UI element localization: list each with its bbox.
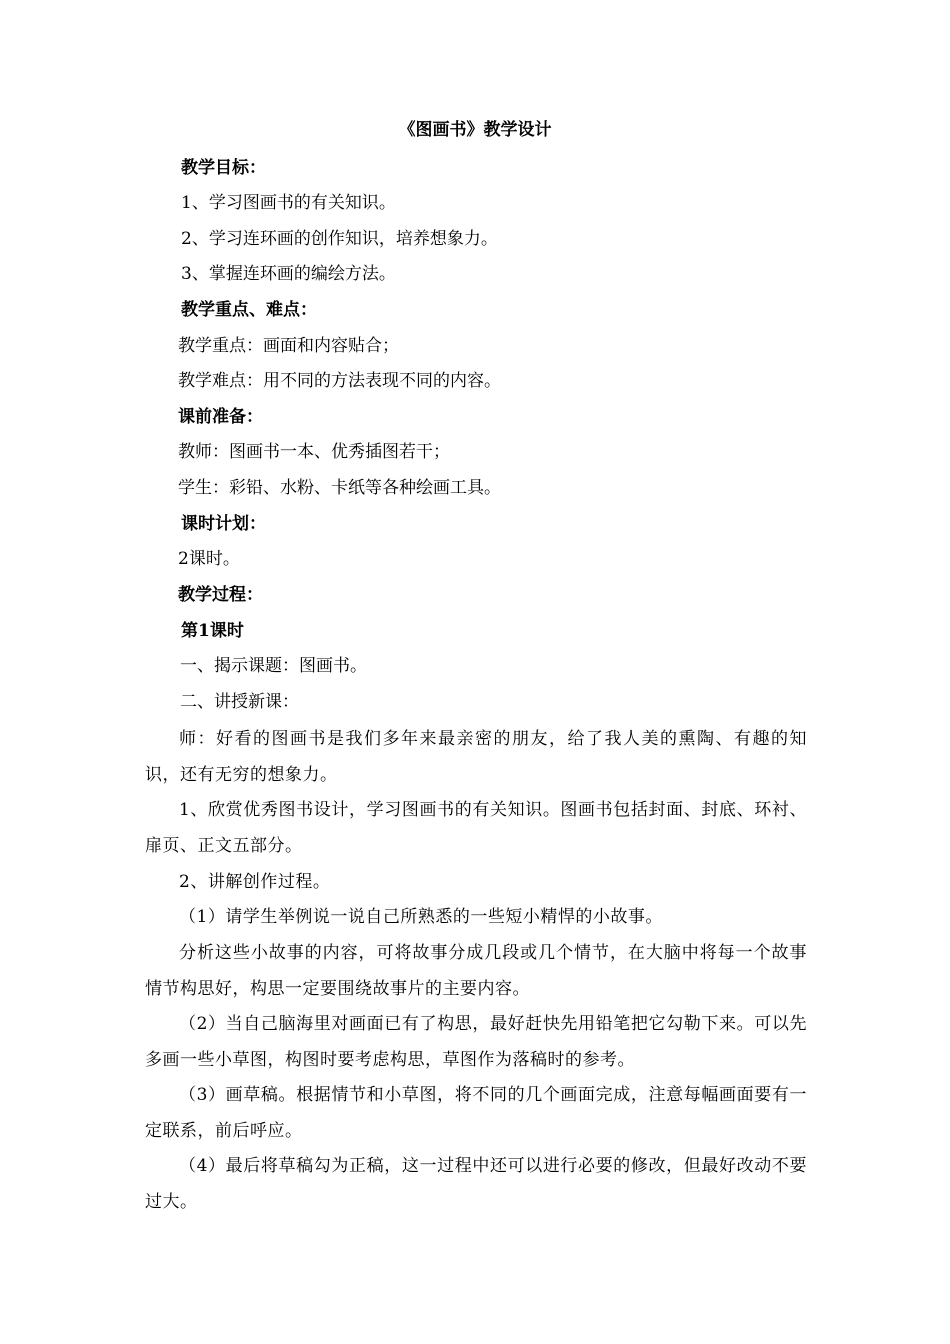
lesson-heading: 第1课时	[181, 621, 244, 641]
difficult-point: 教学难点：用不同的方法表现不同的内容。	[178, 371, 501, 391]
paragraph: （3）画草稿。根据情节和小草图，将不同的几个画面完成，注意每幅画面要有一定联系，前后呼应。	[145, 1085, 807, 1141]
objectives-heading: 教学目标：	[181, 158, 266, 178]
schedule-heading: 课时计划：	[181, 514, 266, 534]
paragraph: 2、讲解创作过程。	[179, 872, 331, 892]
paragraph: （1）请学生举例说一说自己所熟悉的一些短小精悍的小故事。	[179, 907, 663, 927]
schedule-text: 2课时。	[178, 549, 240, 569]
step-one: 一、揭示课题：图画书。	[180, 656, 367, 676]
objective-item: 1、学习图画书的有关知识。	[181, 193, 396, 213]
objective-item: 2、学习连环画的创作知识，培养想象力。	[181, 229, 498, 249]
process-heading: 教学过程：	[178, 585, 263, 605]
key-points-heading: 教学重点、难点：	[181, 300, 317, 320]
step-two: 二、讲授新课：	[180, 692, 299, 712]
student-preparation: 学生：彩铅、水粉、卡纸等各种绘画工具。	[178, 478, 501, 498]
paragraph: 分析这些小故事的内容，可将故事分成几段或几个情节，在大脑中将每一个故事情节构思好，构思一定要围绕故事片的主要内容。	[145, 943, 807, 999]
paragraph: （2）当自己脑海里对画面已有了构思，最好赶快先用铅笔把它勾勒下来。可以先多画一些小草图，构图时要考虑构思，草图作为落稿时的参考。	[145, 1014, 807, 1070]
teacher-preparation: 教师：图画书一本、优秀插图若干；	[178, 442, 450, 462]
document-title: 《图画书》教学设计	[398, 120, 552, 140]
key-point: 教学重点：画面和内容贴合；	[178, 336, 399, 356]
paragraph: （4）最后将草稿勾为正稿，这一过程中还可以进行必要的修改，但最好改动不要过大。	[145, 1156, 807, 1212]
preparation-heading: 课前准备：	[178, 407, 263, 427]
paragraph: 师：好看的图画书是我们多年来最亲密的朋友，给了我人美的熏陶、有趣的知识，还有无穷的想象力。	[145, 729, 807, 785]
objective-item: 3、掌握连环画的编绘方法。	[181, 264, 396, 284]
paragraph: 1、欣赏优秀图书设计，学习图画书的有关知识。图画书包括封面、封底、环衬、扉页、正文五部分。	[145, 800, 807, 856]
